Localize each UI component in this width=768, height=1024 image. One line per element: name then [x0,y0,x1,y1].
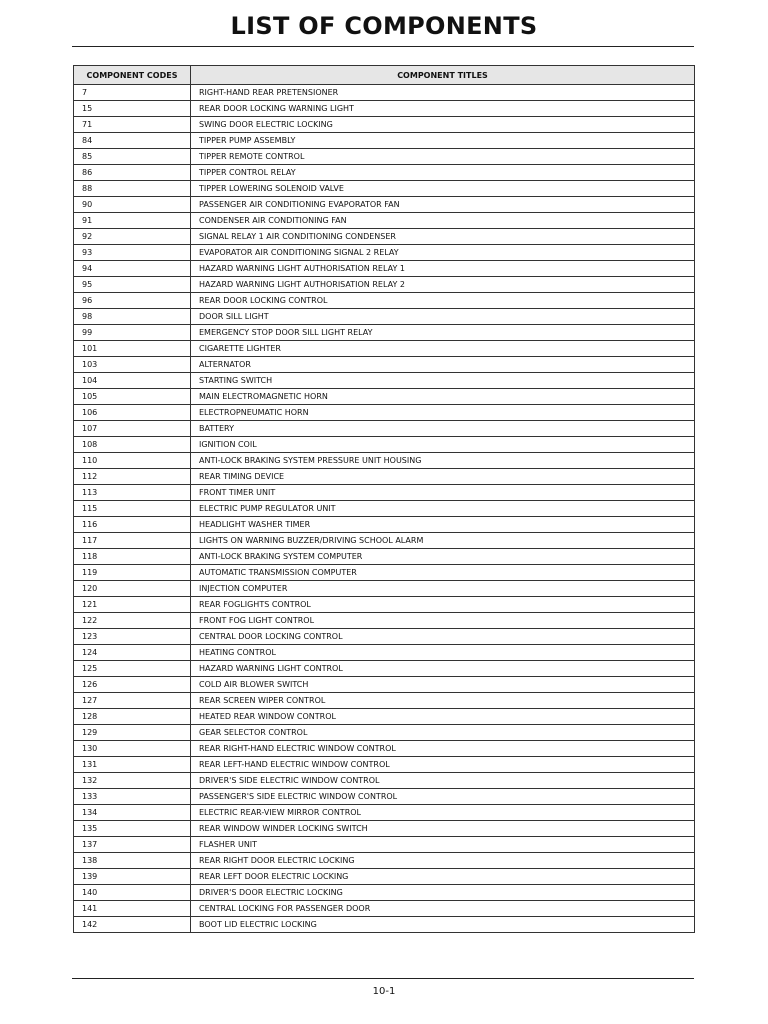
component-code-cell: 115 [74,501,191,517]
component-title-cell: FLASHER UNIT [191,837,695,853]
table-row [74,741,695,757]
component-title-cell: ANTI-LOCK BRAKING SYSTEM COMPUTER [191,549,695,565]
table-row [74,837,695,853]
component-code-cell: 117 [74,533,191,549]
table-row [74,901,695,917]
component-code-cell: 123 [74,629,191,645]
table-row [74,309,695,325]
component-code-cell: 101 [74,341,191,357]
component-code-cell: 90 [74,197,191,213]
component-code-cell: 113 [74,485,191,501]
table-row [74,885,695,901]
table-row [74,661,695,677]
component-title-cell: REAR LEFT DOOR ELECTRIC LOCKING [191,869,695,885]
table-row [74,373,695,389]
component-title-cell: SIGNAL RELAY 1 AIR CONDITIONING CONDENSER [191,229,695,245]
table-row [74,421,695,437]
component-title-cell: HEADLIGHT WASHER TIMER [191,517,695,533]
component-title-cell: REAR TIMING DEVICE [191,469,695,485]
component-code-cell: 122 [74,613,191,629]
table-row [74,597,695,613]
component-code-cell: 91 [74,213,191,229]
component-code-cell: 133 [74,789,191,805]
table-row [74,437,695,453]
component-code-cell: 106 [74,405,191,421]
component-code-cell: 129 [74,725,191,741]
table-row [74,501,695,517]
component-title-cell: TIPPER REMOTE CONTROL [191,149,695,165]
table-row [74,389,695,405]
component-title-cell: STARTING SWITCH [191,373,695,389]
component-code-cell: 141 [74,901,191,917]
component-code-cell: 119 [74,565,191,581]
table-row [74,213,695,229]
component-code-cell: 7 [74,85,191,101]
component-title-cell: HAZARD WARNING LIGHT CONTROL [191,661,695,677]
component-title-cell: REAR WINDOW WINDER LOCKING SWITCH [191,821,695,837]
table-row [74,325,695,341]
table-row [74,677,695,693]
table-row [74,917,695,933]
component-code-cell: 130 [74,741,191,757]
component-title-cell: BATTERY [191,421,695,437]
table-row [74,869,695,885]
component-code-cell: 98 [74,309,191,325]
table-row [74,613,695,629]
component-title-cell: AUTOMATIC TRANSMISSION COMPUTER [191,565,695,581]
component-code-cell: 84 [74,133,191,149]
table-row [74,117,695,133]
title-divider [72,46,694,47]
component-code-cell: 116 [74,517,191,533]
component-code-cell: 118 [74,549,191,565]
component-title-cell: LIGHTS ON WARNING BUZZER/DRIVING SCHOOL ALARM [191,533,695,549]
component-title-cell: HEATING CONTROL [191,645,695,661]
table-row [74,261,695,277]
table-row [74,693,695,709]
component-title-cell: EMERGENCY STOP DOOR SILL LIGHT RELAY [191,325,695,341]
component-title-cell: CENTRAL DOOR LOCKING CONTROL [191,629,695,645]
component-title-cell: PASSENGER AIR CONDITIONING EVAPORATOR FAN [191,197,695,213]
component-code-cell: 135 [74,821,191,837]
table-row [74,133,695,149]
component-code-cell: 15 [74,101,191,117]
table-row [74,245,695,261]
component-code-cell: 132 [74,773,191,789]
component-code-cell: 71 [74,117,191,133]
component-title-cell: ALTERNATOR [191,357,695,373]
component-code-cell: 126 [74,677,191,693]
component-code-cell: 142 [74,917,191,933]
component-title-cell: REAR RIGHT DOOR ELECTRIC LOCKING [191,853,695,869]
component-code-cell: 99 [74,325,191,341]
table-row [74,405,695,421]
component-title-cell: COLD AIR BLOWER SWITCH [191,677,695,693]
page-title: LIST OF COMPONENTS [230,12,538,40]
table-row [74,805,695,821]
table-row [74,101,695,117]
component-code-cell: 107 [74,421,191,437]
component-title-cell: TIPPER LOWERING SOLENOID VALVE [191,181,695,197]
component-code-cell: 137 [74,837,191,853]
component-title-cell: TIPPER PUMP ASSEMBLY [191,133,695,149]
component-code-cell: 95 [74,277,191,293]
table-row [74,181,695,197]
table-header-row [74,66,695,85]
component-title-cell: HEATED REAR WINDOW CONTROL [191,709,695,725]
component-code-cell: 140 [74,885,191,901]
footer-divider [72,978,694,979]
table-row [74,789,695,805]
component-title-cell: TIPPER CONTROL RELAY [191,165,695,181]
component-title-cell: CENTRAL LOCKING FOR PASSENGER DOOR [191,901,695,917]
table-row [74,357,695,373]
component-code-cell: 127 [74,693,191,709]
table-row [74,517,695,533]
table-row [74,149,695,165]
component-title-cell: FRONT TIMER UNIT [191,485,695,501]
component-title-cell: ELECTRIC PUMP REGULATOR UNIT [191,501,695,517]
table-row [74,709,695,725]
component-code-cell: 124 [74,645,191,661]
component-title-cell: REAR DOOR LOCKING WARNING LIGHT [191,101,695,117]
component-title-cell: INJECTION COMPUTER [191,581,695,597]
page-number: 10-1 [372,986,396,997]
component-title-cell: HAZARD WARNING LIGHT AUTHORISATION RELAY 2 [191,277,695,293]
table-row [74,629,695,645]
component-title-cell: EVAPORATOR AIR CONDITIONING SIGNAL 2 RELAY [191,245,695,261]
component-code-cell: 103 [74,357,191,373]
component-code-cell: 108 [74,437,191,453]
table-row [74,821,695,837]
table-row [74,725,695,741]
header-component-titles: COMPONENT TITLES [191,66,695,85]
component-title-cell: IGNITION COIL [191,437,695,453]
table-row [74,485,695,501]
components-table [73,65,695,933]
table-row [74,453,695,469]
component-title-cell: REAR FOGLIGHTS CONTROL [191,597,695,613]
component-code-cell: 96 [74,293,191,309]
table-row [74,293,695,309]
component-code-cell: 94 [74,261,191,277]
table-row [74,533,695,549]
component-code-cell: 86 [74,165,191,181]
component-title-cell: RIGHT-HAND REAR PRETENSIONER [191,85,695,101]
component-title-cell: ANTI-LOCK BRAKING SYSTEM PRESSURE UNIT HOUSING [191,453,695,469]
component-title-cell: BOOT LID ELECTRIC LOCKING [191,917,695,933]
table-row [74,197,695,213]
component-code-cell: 88 [74,181,191,197]
header-component-codes: COMPONENT CODES [74,66,191,85]
table-row [74,85,695,101]
table-row [74,549,695,565]
component-title-cell: ELECTRIC REAR-VIEW MIRROR CONTROL [191,805,695,821]
component-title-cell: REAR SCREEN WIPER CONTROL [191,693,695,709]
table-row [74,469,695,485]
table-row [74,645,695,661]
component-title-cell: ELECTROPNEUMATIC HORN [191,405,695,421]
component-title-cell: HAZARD WARNING LIGHT AUTHORISATION RELAY 1 [191,261,695,277]
component-title-cell: MAIN ELECTROMAGNETIC HORN [191,389,695,405]
component-code-cell: 93 [74,245,191,261]
component-title-cell: PASSENGER'S SIDE ELECTRIC WINDOW CONTROL [191,789,695,805]
component-title-cell: REAR LEFT-HAND ELECTRIC WINDOW CONTROL [191,757,695,773]
component-title-cell: GEAR SELECTOR CONTROL [191,725,695,741]
component-title-cell: FRONT FOG LIGHT CONTROL [191,613,695,629]
table-row [74,773,695,789]
component-code-cell: 105 [74,389,191,405]
component-title-cell: REAR DOOR LOCKING CONTROL [191,293,695,309]
component-code-cell: 125 [74,661,191,677]
component-code-cell: 110 [74,453,191,469]
table-row [74,757,695,773]
component-code-cell: 138 [74,853,191,869]
component-code-cell: 128 [74,709,191,725]
component-code-cell: 104 [74,373,191,389]
table-row [74,341,695,357]
component-title-cell: DOOR SILL LIGHT [191,309,695,325]
table-row [74,581,695,597]
component-code-cell: 120 [74,581,191,597]
table-row [74,565,695,581]
component-code-cell: 112 [74,469,191,485]
component-code-cell: 121 [74,597,191,613]
component-title-cell: CIGARETTE LIGHTER [191,341,695,357]
component-title-cell: CONDENSER AIR CONDITIONING FAN [191,213,695,229]
component-code-cell: 139 [74,869,191,885]
component-title-cell: SWING DOOR ELECTRIC LOCKING [191,117,695,133]
component-code-cell: 131 [74,757,191,773]
table-row [74,853,695,869]
component-code-cell: 85 [74,149,191,165]
component-title-cell: DRIVER'S DOOR ELECTRIC LOCKING [191,885,695,901]
table-row [74,277,695,293]
component-title-cell: DRIVER'S SIDE ELECTRIC WINDOW CONTROL [191,773,695,789]
component-title-cell: REAR RIGHT-HAND ELECTRIC WINDOW CONTROL [191,741,695,757]
table-row [74,165,695,181]
table-body [74,85,695,933]
component-code-cell: 134 [74,805,191,821]
table-row [74,229,695,245]
component-code-cell: 92 [74,229,191,245]
